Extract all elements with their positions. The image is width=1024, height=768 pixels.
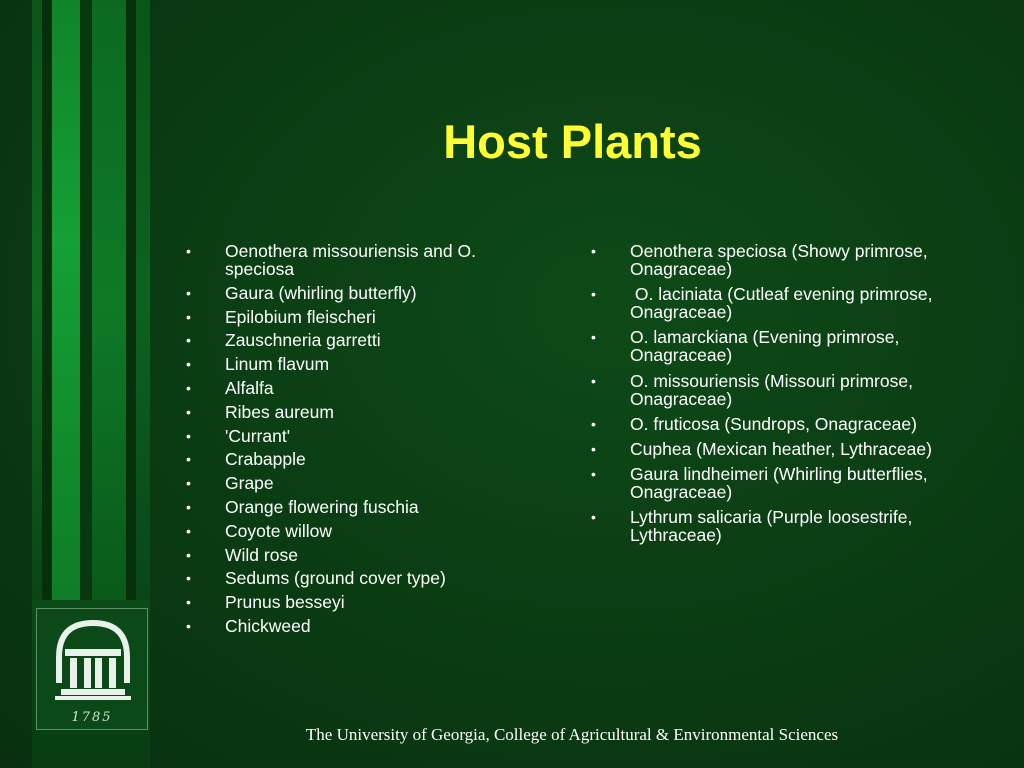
- list-item: [591, 372, 966, 408]
- list-item-text: O. fruticosa (Sundrops, Onagraceae): [630, 413, 917, 434]
- list-item: [186, 242, 526, 278]
- list-item: [186, 617, 526, 635]
- bullet-icon: •: [186, 617, 191, 634]
- bullet-icon: •: [591, 286, 596, 303]
- bullet-icon: •: [186, 475, 191, 492]
- list-item-text: Sedums (ground cover type): [225, 568, 446, 589]
- list-item-text: Wild rose: [225, 544, 298, 565]
- bullet-icon: •: [186, 403, 191, 420]
- list-item-text: O. lamarckiana (Evening primrose, Onagraceae): [630, 327, 905, 366]
- bullet-icon: •: [591, 372, 596, 389]
- list-item: [186, 546, 526, 564]
- bullet-icon: •: [591, 509, 596, 526]
- list-item: [186, 403, 526, 421]
- list-item: [591, 328, 966, 364]
- bullet-icon: •: [186, 284, 191, 301]
- list-item: [591, 465, 966, 501]
- list-item: [186, 593, 526, 611]
- list-item-text: Prunus besseyi: [225, 592, 345, 613]
- bullet-icon: •: [186, 427, 191, 444]
- list-item-text: Zauschneria garretti: [225, 330, 381, 351]
- list-item-text: Gaura (whirling butterfly): [225, 282, 417, 303]
- bullet-icon: •: [591, 466, 596, 483]
- bullet-icon: •: [186, 356, 191, 373]
- list-item-text: Oenothera speciosa (Showy primrose, Onagraceae): [630, 241, 933, 279]
- list-item-text: Cuphea (Mexican heather, Lythraceae): [630, 438, 932, 459]
- bullet-icon: •: [591, 329, 596, 346]
- bullet-icon: •: [591, 415, 596, 432]
- list-item: [186, 474, 526, 492]
- footer-text: The University of Georgia, College of Agricultural & Environmental Sciences: [305, 725, 839, 744]
- bullet-icon: •: [186, 332, 191, 349]
- list-item-text: Epilobium fleischeri: [225, 306, 376, 327]
- list-item: [186, 355, 526, 373]
- list-item: [186, 498, 526, 516]
- bullet-icon: •: [186, 594, 191, 611]
- list-item: [186, 569, 526, 587]
- list-item: [591, 242, 966, 278]
- left-bullet-list: [186, 242, 526, 641]
- bullet-icon: •: [186, 498, 191, 515]
- list-item: [186, 284, 526, 302]
- list-item: [186, 331, 526, 349]
- list-item-text: 'Currant': [225, 425, 291, 446]
- list-item: [591, 440, 966, 458]
- list-item-text: Chickweed: [225, 615, 311, 636]
- arch-icon: [37, 609, 149, 713]
- list-item-text: Grape: [225, 473, 274, 494]
- bullet-icon: •: [186, 522, 191, 539]
- university-logo: [36, 608, 148, 730]
- logo-year: 1785: [71, 710, 113, 725]
- list-item: [186, 522, 526, 540]
- list-item-text: Crabapple: [225, 449, 306, 470]
- list-item: [186, 427, 526, 445]
- list-item-text: O. laciniata (Cutleaf evening primrose, Onagraceae): [630, 284, 938, 323]
- list-item-text: Coyote willow: [225, 520, 332, 541]
- list-item: [186, 379, 526, 397]
- decorative-stripes: [32, 0, 150, 600]
- list-item-text: Linum flavum: [225, 354, 330, 375]
- list-item-text: Lythrum salicaria (Purple loosestrife, Lythraceae): [630, 507, 918, 546]
- list-item-text: Alfalfa: [225, 377, 274, 398]
- bullet-icon: •: [591, 440, 596, 457]
- list-item: [186, 308, 526, 326]
- bullet-icon: •: [186, 243, 191, 259]
- list-item-text: Orange flowering fuschia: [225, 496, 419, 517]
- list-item-text: Oenothera missouriensis and O. speciosa: [225, 241, 481, 279]
- slide-title: Host Plants: [443, 115, 702, 168]
- list-item-text: Ribes aureum: [225, 401, 334, 422]
- bullet-icon: •: [186, 570, 191, 587]
- list-item: [591, 415, 966, 433]
- bullet-icon: •: [186, 308, 191, 325]
- right-bullet-list: [591, 242, 966, 552]
- list-item: [591, 508, 966, 544]
- bullet-icon: •: [186, 546, 191, 563]
- bullet-icon: •: [186, 379, 191, 396]
- list-item: [591, 285, 966, 321]
- list-item-text: O. missouriensis (Missouri primrose, Onagraceae): [630, 370, 918, 409]
- list-item: [186, 450, 526, 468]
- list-item-text: Gaura lindheimeri (Whirling butterflies, Onagraceae): [630, 464, 933, 503]
- bullet-icon: •: [186, 451, 191, 468]
- bullet-icon: •: [591, 243, 596, 259]
